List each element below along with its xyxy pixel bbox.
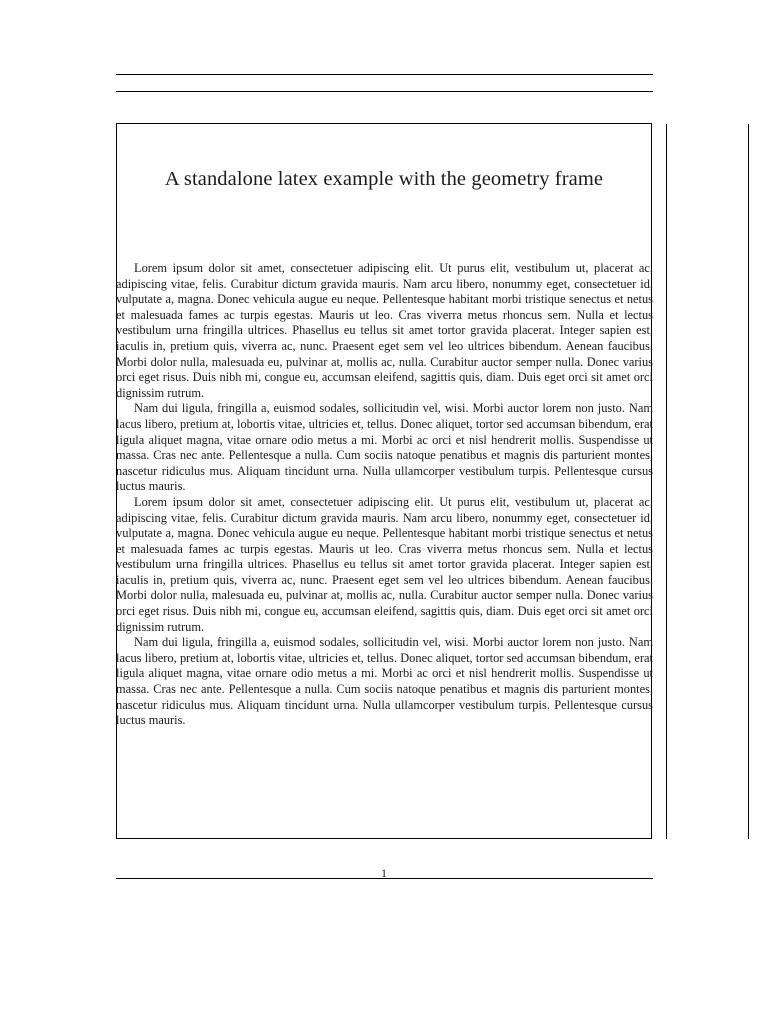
paragraph: Lorem ipsum dolor sit amet, consectetuer adipiscing elit. Ut purus elit, vestibulum ut, placerat ac, adipiscing vitae, felis. Curabitur dictum gravida mauris. Nam arcu libero, nonummy eget, consectetuer id, vulputate a, magna. Donec vehicula augue eu neque. Pellentesque habitant morbi tristique senectus et netus et malesuada fames ac turpis egestas. Mauris ut leo. Cras viverra metus rhoncus sem. Nulla et lectus vestibulum urna fringilla ultrices. Phasellus eu tellus sit amet tortor gravida placerat. Integer sapien est, iaculis in, pretium quis, viverra ac, nunc. Praesent eget sem vel leo ultrices bibendum. Aenean faucibus. Morbi dolor nulla, malesuada eu, pulvinar at, mollis ac, nulla. Curabitur auctor semper nulla. Donec varius orci eget risus. Duis nibh mi, congue eu, accumsan eleifend, sagittis quis, diam. Duis eget orci sit amet orci dignissim rutrum. — [116, 494, 653, 634]
body-text — [116, 261, 653, 729]
footer-rule — [116, 878, 653, 879]
paragraph: Nam dui ligula, fringilla a, euismod sodales, sollicitudin vel, wisi. Morbi auctor lorem non justo. Nam lacus libero, pretium at, lobortis vitae, ultricies et, tellus. Donec aliquet, tortor sed accumsan bibendum, erat ligula aliquet magna, vitae ornare odio metus a mi. Morbi ac orci et nisl hendrerit mollis. Suspendisse ut massa. Cras nec ante. Pellentesque a nulla. Cum sociis natoque penatibus et magnis dis parturient montes, nascetur ridiculus mus. Aliquam tincidunt urna. Nulla ullamcorper vestibulum turpis. Pellentesque cursus luctus mauris. — [116, 635, 653, 728]
header-rule-top — [116, 74, 653, 75]
page-number: 1 — [381, 866, 387, 880]
paragraph: Lorem ipsum dolor sit amet, consectetuer adipiscing elit. Ut purus elit, vestibulum ut, placerat ac, adipiscing vitae, felis. Curabitur dictum gravida mauris. Nam arcu libero, nonummy eget, consectetuer id, vulputate a, magna. Donec vehicula augue eu neque. Pellentesque habitant morbi tristique senectus et netus et malesuada fames ac turpis egestas. Mauris ut leo. Cras viverra metus rhoncus sem. Nulla et lectus vestibulum urna fringilla ultrices. Phasellus eu tellus sit amet tortor gravida placerat. Integer sapien est, iaculis in, pretium quis, viverra ac, nunc. Praesent eget sem vel leo ultrices bibendum. Aenean faucibus. Morbi dolor nulla, malesuada eu, pulvinar at, mollis ac, nulla. Curabitur auctor semper nulla. Donec varius orci eget risus. Duis nibh mi, congue eu, accumsan eleifend, sagittis quis, diam. Duis eget orci sit amet orci dignissim rutrum. — [116, 261, 653, 400]
header-rule-bottom — [116, 91, 653, 92]
margin-note-rule-left — [666, 124, 667, 839]
page-title: A standalone latex example with the geometry frame — [164, 168, 604, 190]
margin-note-rule-right — [748, 124, 749, 839]
paragraph: Nam dui ligula, fringilla a, euismod sodales, sollicitudin vel, wisi. Morbi auctor lorem non justo. Nam lacus libero, pretium at, lobortis vitae, ultricies et, tellus. Donec aliquet, tortor sed accumsan bibendum, erat ligula aliquet magna, vitae ornare odio metus a mi. Morbi ac orci et nisl hendrerit mollis. Suspendisse ut massa. Cras nec ante. Pellentesque a nulla. Cum sociis natoque penatibus et magnis dis parturient montes, nascetur ridiculus mus. Aliquam tincidunt urna. Nulla ullamcorper vestibulum turpis. Pellentesque cursus luctus mauris. — [116, 401, 653, 494]
